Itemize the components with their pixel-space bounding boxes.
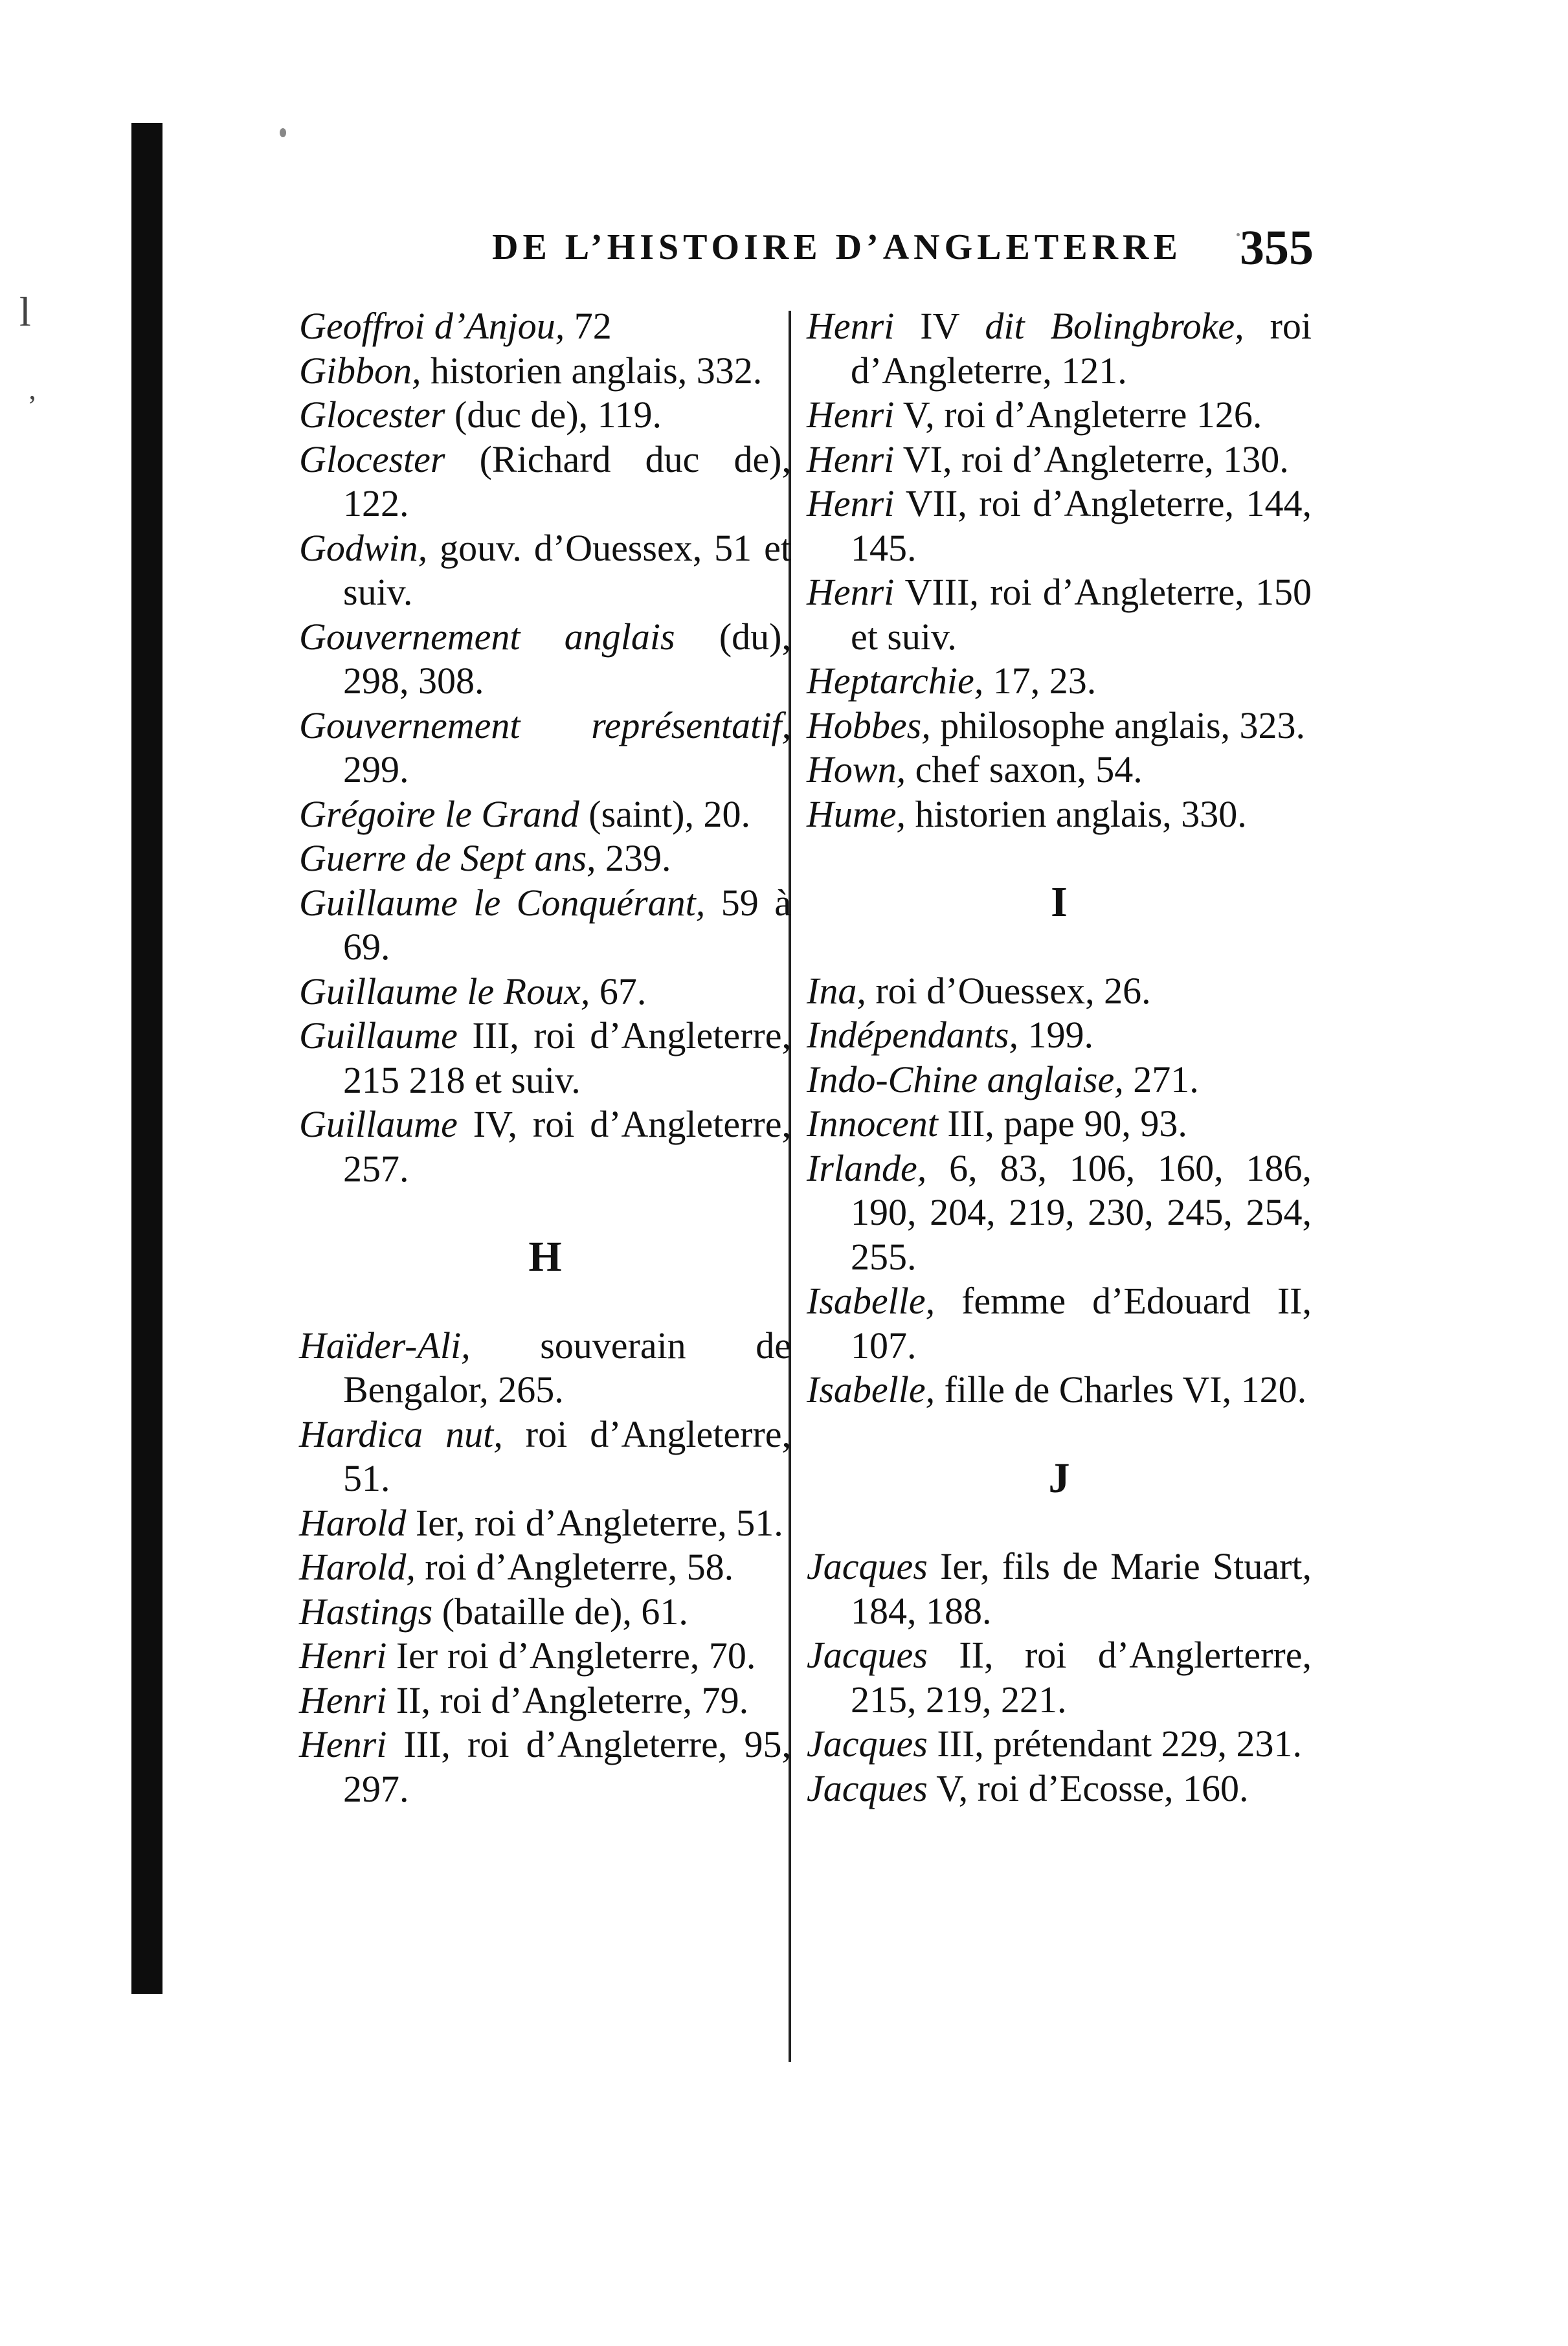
entry-headword: Haïder-Ali, <box>299 1324 471 1367</box>
index-entry <box>807 1146 1312 1280</box>
index-entry <box>807 704 1312 748</box>
entries-h-cont <box>807 304 1312 836</box>
entry-headword: Henri <box>807 482 895 524</box>
entry-text: VI, roi d’Angleterre, 130. <box>894 438 1289 480</box>
margin-mark: ’ <box>27 389 38 422</box>
index-entry <box>299 615 791 704</box>
index-entry <box>807 1058 1312 1102</box>
index-entry <box>299 1590 791 1635</box>
entry-headword: Heptarchie, <box>807 660 984 702</box>
entry-headword: Guillaume <box>299 1103 458 1145</box>
entry-text: fille de Charles VI, 120. <box>935 1368 1307 1411</box>
entry-text: V, roi d’Angleterre 126. <box>894 394 1262 436</box>
entry-text: 239. <box>596 837 671 879</box>
entry-text: roi d’Angleterre, 58. <box>415 1546 734 1588</box>
entry-text: 299. <box>343 748 409 790</box>
index-entry <box>807 1633 1312 1722</box>
entry-text: 6, 83, 106, 160, 186, 190, 204, 219, 230, 245, 254, 255. <box>851 1146 1312 1278</box>
index-entry <box>299 393 791 438</box>
entry-headword: Guillaume le Roux, <box>299 970 590 1012</box>
entry-headword: Harold <box>299 1501 407 1544</box>
entry-headword: Irlande, <box>807 1146 927 1189</box>
index-entry <box>299 1102 791 1191</box>
margin-bar <box>131 123 162 1994</box>
index-entry <box>299 1679 791 1723</box>
index-entry <box>299 704 791 792</box>
entry-text: Ier roi d’Angleterre, 70. <box>386 1635 756 1677</box>
entry-text: roi d’Angleterre, 121. <box>851 305 1312 392</box>
index-entry <box>807 659 1312 704</box>
entry-text: III, pape 90, 93. <box>937 1102 1187 1145</box>
index-entry <box>807 1545 1312 1633</box>
section-letter-h: H <box>528 1233 562 1280</box>
page-number: 355 <box>1240 221 1314 275</box>
entry-headword: Godwin, <box>299 526 428 569</box>
entry-headword: Isabelle, <box>807 1368 935 1411</box>
index-entry <box>299 1545 791 1590</box>
entry-headword: Indépendants, <box>807 1014 1018 1056</box>
entries-i <box>807 969 1312 1413</box>
entry-text: 67. <box>590 970 647 1012</box>
entry-text: Ier, fils de Marie Stuart, 184, 188. <box>851 1545 1312 1632</box>
entry-headword: Hardica nut, <box>299 1413 503 1455</box>
entry-headword: Gouvernement représentatif, <box>299 704 791 746</box>
running-head: DE L’HISTOIRE D’ANGLETERRE <box>492 227 1182 267</box>
entry-headword: Geoffroi d’Anjou, <box>299 305 565 347</box>
index-entry <box>807 482 1312 570</box>
index-entry <box>299 881 791 970</box>
entry-headword: Guillaume <box>299 1014 458 1056</box>
section-letter-j: J <box>1048 1454 1070 1502</box>
entry-text: roi d’Angleterre, 51. <box>343 1413 791 1499</box>
index-entry <box>299 526 791 615</box>
index-entry <box>807 1279 1312 1368</box>
page-header <box>0 220 1568 285</box>
entry-headword: Gibbon, <box>299 349 421 392</box>
index-entry <box>299 1723 791 1811</box>
entry-text: (Richard duc de), 122. <box>343 438 791 524</box>
index-entry <box>807 748 1312 792</box>
entry-text: III, roi d’Angleterre, 215 218 et suiv. <box>343 1014 791 1101</box>
index-entry <box>807 304 1312 393</box>
entry-headword: dit Bolingbroke, <box>985 305 1244 347</box>
entry-text: 59 à 69. <box>343 881 791 968</box>
entry-headword: Henri <box>807 571 895 613</box>
entry-text: (du), 298, 308. <box>343 615 791 702</box>
left-column <box>299 304 791 1811</box>
entry-text: (duc de), 119. <box>445 394 662 436</box>
index-entry <box>807 1767 1312 1811</box>
index-entry <box>299 349 791 394</box>
ink-speck <box>280 128 286 137</box>
index-entry <box>299 836 791 881</box>
entry-headword: Henri <box>807 305 895 347</box>
entry-headword: Ina, <box>807 969 866 1012</box>
entry-text: historien anglais, 330. <box>906 792 1247 835</box>
entry-headword: Hastings <box>299 1590 433 1633</box>
index-entry <box>299 1413 791 1501</box>
index-entry <box>807 570 1312 659</box>
entry-text: 271. <box>1123 1058 1199 1100</box>
entry-headword: Harold, <box>299 1546 416 1588</box>
entries-h <box>299 1324 791 1812</box>
entry-text: 72 <box>565 305 612 347</box>
entry-text: roi d’Ouessex, 26. <box>866 969 1151 1012</box>
entry-headword: Henri <box>299 1723 387 1765</box>
index-entry <box>807 1102 1312 1146</box>
entry-headword: Henri <box>807 394 895 436</box>
entry-text: IV, roi d’Angleterre, 257. <box>343 1103 791 1190</box>
entry-text: IV <box>894 305 985 347</box>
entry-headword: Henri <box>299 1679 387 1721</box>
entry-headword: Innocent <box>807 1102 938 1145</box>
entry-text: 199. <box>1018 1014 1093 1056</box>
entry-text: VII, roi d’Angleterre, 144, 145. <box>851 482 1312 569</box>
entry-text: III, prétendant 229, 231. <box>927 1723 1303 1765</box>
entry-text: III, roi d’Angleterre, 95, 297. <box>343 1723 791 1810</box>
index-entry <box>807 1722 1312 1767</box>
entry-headword: Hobbes, <box>807 704 931 746</box>
index-entry <box>299 970 791 1014</box>
entry-headword: Henri <box>807 438 895 480</box>
entry-headword: Jacques <box>807 1634 928 1676</box>
entry-headword: Isabelle, <box>807 1280 935 1322</box>
entry-headword: Jacques <box>807 1767 928 1809</box>
index-entry <box>807 1013 1312 1058</box>
entry-headword: Guerre de Sept ans, <box>299 837 596 879</box>
index-entry <box>299 1501 791 1546</box>
index-entry <box>807 792 1312 837</box>
section-letter-i: I <box>1051 878 1068 926</box>
index-entry <box>807 1368 1312 1413</box>
index-entry <box>299 304 791 349</box>
entry-text: II, roi d’Angleterre, 79. <box>386 1679 749 1721</box>
entry-text: historien anglais, 332. <box>421 349 763 392</box>
entry-text: VIII, roi d’Angleterre, 150 et suiv. <box>851 571 1312 658</box>
entries-g <box>299 304 791 1191</box>
index-entry <box>807 438 1312 482</box>
entry-headword: Hume, <box>807 792 906 835</box>
entry-headword: Hown, <box>807 748 906 790</box>
entry-text: 17, 23. <box>983 660 1097 702</box>
entry-headword: Indo-Chine anglaise, <box>807 1058 1124 1100</box>
entry-text: souverain de Bengalor, 265. <box>343 1324 791 1411</box>
entry-text: gouv. d’Ouessex, 51 et suiv. <box>343 526 791 613</box>
entry-headword: Gouvernement anglais <box>299 615 675 658</box>
entry-text: Ier, roi d’Angleterre, 51. <box>406 1501 783 1544</box>
entry-text: II, roi d’Anglerterre, 215, 219, 221. <box>851 1634 1312 1721</box>
entry-text: femme d’Edouard II, 107. <box>851 1280 1312 1367</box>
entry-headword: Henri <box>299 1635 387 1677</box>
entry-headword: Grégoire le Grand <box>299 792 579 835</box>
entry-text: (bataille de), 61. <box>432 1590 688 1633</box>
entry-text: V, roi d’Ecosse, 160. <box>927 1767 1249 1809</box>
entry-text: philosophe anglais, 323. <box>930 704 1306 746</box>
entry-headword: Jacques <box>807 1545 928 1587</box>
entry-headword: Guillaume le Conquérant, <box>299 881 706 924</box>
index-entry <box>807 969 1312 1014</box>
entry-headword: Glocester <box>299 394 445 436</box>
index-entry <box>299 1324 791 1413</box>
entry-headword: Jacques <box>807 1723 928 1765</box>
index-entry <box>807 393 1312 438</box>
margin-mark: l <box>19 289 31 335</box>
entry-headword: Glocester <box>299 438 445 480</box>
index-entry <box>299 1014 791 1102</box>
index-entry <box>299 792 791 837</box>
index-entry <box>299 438 791 526</box>
index-entry <box>299 1634 791 1679</box>
right-column <box>807 304 1312 1811</box>
entry-text: chef saxon, 54. <box>906 748 1143 790</box>
entries-j <box>807 1545 1312 1811</box>
entry-text: (saint), 20. <box>579 792 750 835</box>
